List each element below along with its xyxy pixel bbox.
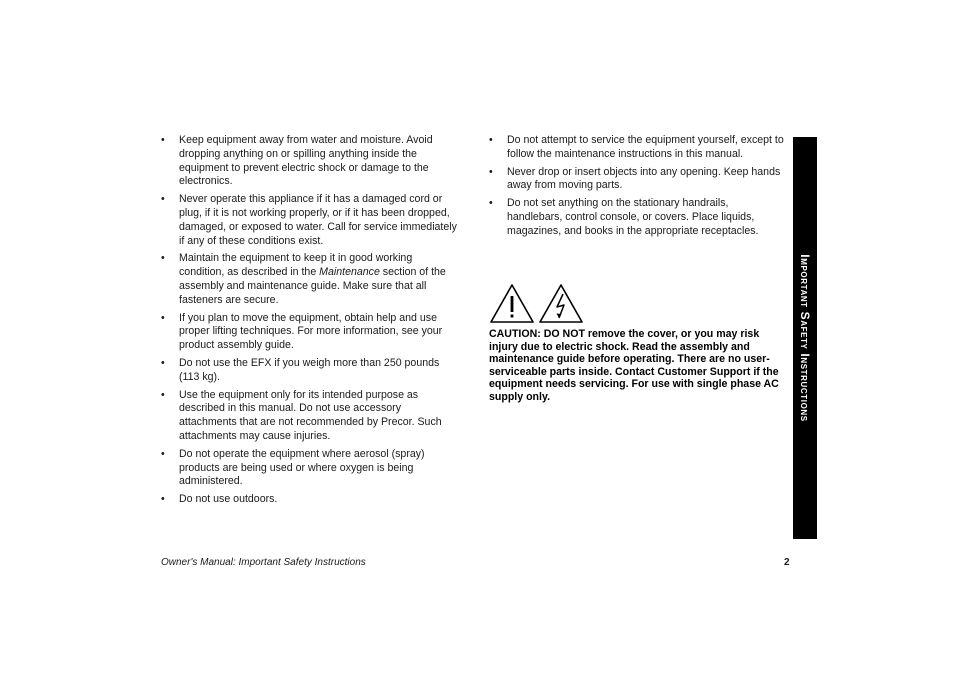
section-tab [793, 137, 817, 539]
list-item [161, 252, 457, 307]
list-item: • Never operate this appliance if it has a damaged cord or plug, if it is not working properly, or if it has been dropped, damaged, or exposed to water. Call for service immediately if any of these conditions exist. [161, 193, 457, 248]
footer-title: Owner's Manual: Important Safety Instructions [161, 557, 366, 568]
electric-shock-icon [540, 285, 582, 322]
list-item-text: section of the assembly and maintenance guide. Make sure that all fasteners are secure. [179, 266, 446, 306]
safety-list-right [489, 134, 785, 239]
section-tab-label: Important Safety Instructions [798, 254, 812, 422]
right-column [489, 134, 785, 243]
list-item: • Never drop or insert objects into any opening. Keep hands away from moving parts. [489, 166, 785, 194]
list-item: • Keep equipment away from water and moisture. Avoid dropping anything on or spilling anything inside the equipment to prevent electric shock or damage to the electronics. [161, 134, 457, 189]
caution-text: CAUTION: DO NOT remove the cover, or you may risk injury due to electric shock. Read the assembly and maintenance guide before operating. There are no user-serviceable parts inside. Contact Customer Support if the equipment needs servicing. For use with single phase AC supply only. [489, 328, 779, 403]
page-number: 2 [784, 557, 790, 568]
list-item: • Do not set anything on the stationary handrails, handlebars, control console, or covers. Place liquids, magazines, and books in the appropriate receptacles. [489, 197, 785, 238]
list-item: • If you plan to move the equipment, obtain help and use proper lifting techniques. For more information, see your product assembly guide. [161, 312, 457, 353]
maintenance-emphasis: Maintenance [319, 266, 380, 279]
list-item: • Do not attempt to service the equipment yourself, except to follow the maintenance instructions in this manual. [489, 134, 785, 162]
list-item: • Do not operate the equipment where aerosol (spray) products are being used or where oxygen is being administered. [161, 448, 457, 489]
list-item: • Use the equipment only for its intended purpose as described in this manual. Do not use accessory attachments that are not recommended by Precor. Such attachments may cause injuries. [161, 389, 457, 444]
list-item: • Do not use outdoors. [161, 493, 457, 507]
warning-exclamation-icon [491, 285, 533, 322]
warning-icons [490, 283, 590, 325]
safety-list-left [161, 134, 457, 507]
left-column [161, 134, 457, 511]
list-item: • Do not use the EFX if you weigh more than 250 pounds (113 kg). [161, 357, 457, 385]
list-item-text: Maintain the equipment to keep it in good working condition, as described in the [179, 252, 413, 279]
